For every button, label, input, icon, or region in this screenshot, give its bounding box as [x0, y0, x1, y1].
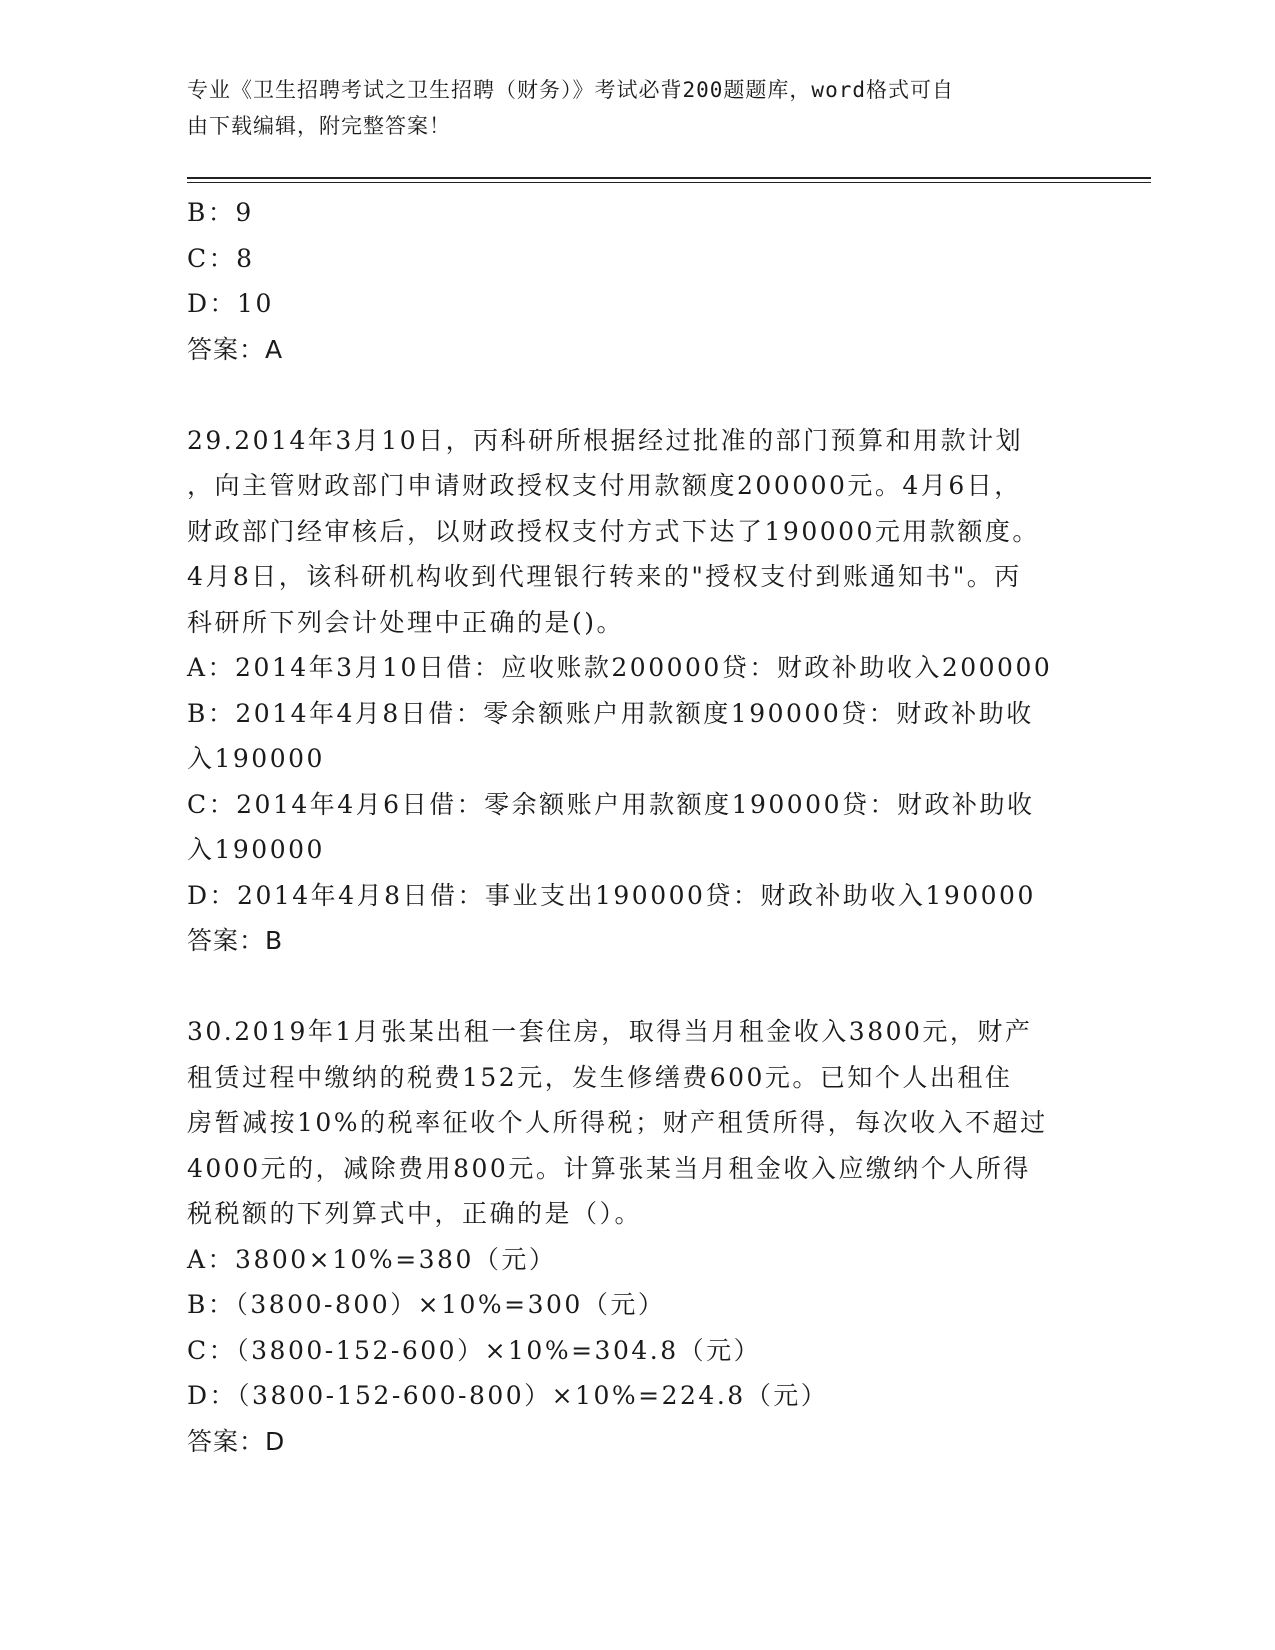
spacer — [187, 372, 1087, 418]
question-stem-line: 4000元的，减除费用800元。计算张某当月租金收入应缴纳个人所得 — [187, 1153, 1031, 1183]
question-content — [187, 190, 1087, 1464]
question-stem-line: 房暂减按10%的税率征收个人所得税；财产租赁所得，每次收入不超过 — [187, 1108, 1048, 1137]
header-rule-thin — [187, 182, 1151, 183]
spacer — [187, 964, 1087, 1010]
option-d: D：（3800-152-600-800）×10%=224.8（元） — [187, 1381, 829, 1410]
question-stem-line: 29.2014年3月10日，丙科研所根据经过批准的部门预算和用款计划 — [187, 425, 1024, 455]
option-d: D：10 — [187, 289, 274, 318]
question-stem-line: 4月8日，该科研机构收到代理银行转来的"授权支付到账通知书"。丙 — [187, 562, 1022, 591]
question-stem-line: ，向主管财政部门申请财政授权支付用款额度200000元。4月6日， — [187, 471, 1022, 500]
option-d: D：2014年4月8日借：事业支出190000贷：财政补助收入190000 — [187, 880, 1036, 910]
question-stem-line: 财政部门经审核后，以财政授权支付方式下达了190000元用款额度。 — [187, 516, 1040, 546]
option-c: C：2014年4月6日借：零余额账户用款额度190000贷：财政补助收 — [187, 789, 1035, 819]
header-rule-thick — [187, 177, 1151, 179]
option-c-continued: 入190000 — [187, 835, 325, 864]
option-b-continued: 入190000 — [187, 744, 325, 773]
question-stem-line: 税税额的下列算式中，正确的是（）。 — [187, 1199, 643, 1228]
page-header — [187, 72, 1067, 144]
question-stem-line: 30.2019年1月张某出租一套住房，取得当月租金收入3800元，财产 — [187, 1017, 1033, 1046]
question-30 — [187, 1009, 1087, 1464]
question-stem-line: 科研所下列会计处理中正确的是()。 — [187, 607, 625, 637]
option-b: B：2014年4月8日借：零余额账户用款额度190000贷：财政补助收 — [187, 698, 1034, 728]
answer-line: 答案：A — [187, 334, 284, 364]
previous-question — [187, 190, 1087, 372]
header-line-1: 专业《卫生招聘考试之卫生招聘（财务）》考试必背200题题库，word格式可自 — [187, 78, 954, 102]
option-b: B：9 — [187, 198, 254, 227]
option-b: B：（3800-800）×10%=300（元） — [187, 1290, 666, 1319]
option-a: A：2014年3月10日借：应收账款200000贷：财政补助收入200000 — [187, 653, 1053, 682]
question-stem-line: 租赁过程中缴纳的税费152元，发生修缮费600元。已知个人出租住 — [187, 1062, 1013, 1092]
question-29 — [187, 418, 1087, 964]
header-line-2: 由下载编辑，附完整答案！ — [187, 114, 451, 138]
option-c: C：（3800-152-600）×10%=304.8（元） — [187, 1335, 762, 1365]
option-a: A：3800×10%=380（元） — [187, 1244, 557, 1274]
option-c: C：8 — [187, 243, 255, 273]
answer-line: 答案：B — [187, 926, 284, 955]
answer-line: 答案：D — [187, 1426, 286, 1456]
